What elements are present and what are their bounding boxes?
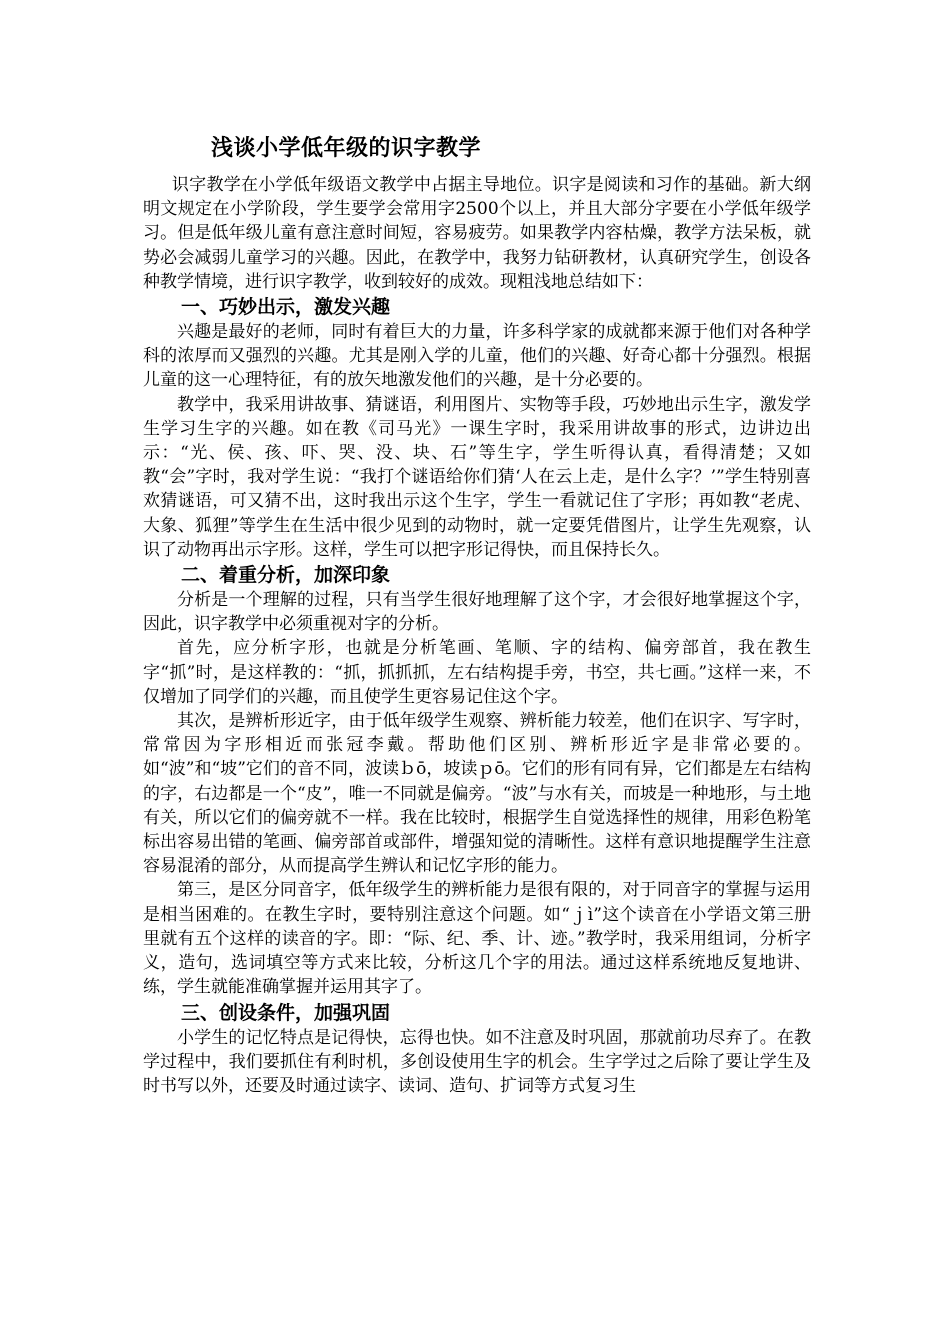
section-2-paragraph-2: 首先，应分析字形，也就是分析笔画、笔顺、字的结构、偏旁部首，我在教生字“抓”时，是这样教的：“抓，抓抓抓，左右结构提手旁，书空，共七画。”这样一来，不仅增加了同学们的兴趣，而且使学生更容易记住这个字。 — [143, 638, 811, 707]
document-title: 浅谈小学低年级的识字教学 — [211, 136, 482, 161]
document-page — [143, 132, 811, 1098]
section-1-paragraph-1: 兴趣是最好的老师，同时有着巨大的力量，许多科学家的成就都来源于他们对各种学科的浓厚而又强烈的兴趣。尤其是刚入学的儿童，他们的兴趣、好奇心都十分强烈。根据儿童的这一心理特征，有的放矢地激发他们的兴趣，是十分必要的。 — [143, 322, 811, 391]
section-heading-2: 二、着重分析，加深印象 — [181, 564, 391, 587]
section-2-paragraph-3: 其次，是辨析形近字，由于低年级学生观察、辨析能力较差，他们在识字、写字时，常常因为字形相近而张冠李戴。帮助他们区别、辨析形近字是非常必要的。如“波”和“坡”它们的音不同，波读ｂō，坡读ｐō。它们的形有同有异，它们都是左右结构的字，右边都是一个“皮”，唯一不同就是偏旁。“波”与水有关，而坡是一种地形，与土地有关，所以它们的偏旁就不一样。我在比较时，根据学生自觉选择性的规律，用彩色粉笔标出容易出错的笔画、偏旁部首或部件，增强知觉的清晰性。这样有意识地提醒学生注意容易混淆的部分，从而提高学生辨认和记忆字形的能力。 — [143, 711, 811, 877]
section-1-paragraph-2: 教学中，我采用讲故事、猜谜语，利用图片、实物等手段，巧妙地出示生字，激发学生学习生字的兴趣。如在教《司马光》一课生字时，我采用讲故事的形式，边讲边出示：“光、侯、孩、吓、哭、没、块、石”等生字，学生听得认真，看得清楚；又如教“会”字时，我对学生说：“我打个谜语给你们猜‘人在云上走，是什么字？’”学生特别喜欢猜谜语，可又猜不出，这时我出示这个生字，学生一看就记住了字形；再如教“老虎、大象、狐狸”等学生在生活中很少见到的动物时，就一定要凭借图片，让学生先观察，认识了动物再出示字形。这样，学生可以把字形记得快，而且保持长久。 — [143, 394, 811, 560]
section-2-paragraph-4: 第三，是区分同音字，低年级学生的辨析能力是很有限的，对于同音字的掌握与运用是相当困难的。在教生字时，要特别注意这个问题。如“ｊì”这个读音在小学语文第三册里就有五个这样的读音的字。即：“际、纪、季、计、迹。”教学时，我采用组词，分析字义，造句，选词填空等方式来比较，分析这几个字的用法。通过这样系统地反复地讲、练，学生就能准确掌握并运用其字了。 — [143, 880, 811, 998]
intro-paragraph: 识字教学在小学低年级语文教学中占据主导地位。识字是阅读和习作的基础。新大纲明文规定在小学阶段，学生要学会常用字2500个以上，并且大部分字要在小学低年级学习。但是低年级儿童有意注意时间短，容易疲劳。如果教学内容枯燥，教学方法呆板，就势必会减弱儿童学习的兴趣。因此，在教学中，我努力钻研教材，认真研究学生，创设各种教学情境，进行识字教学，收到较好的成效。现粗浅地总结如下： — [143, 175, 811, 292]
section-2-paragraph-1: 分析是一个理解的过程，只有当学生很好地理解了这个字，才会很好地掌握这个字，因此，识字教学中必须重视对字的分析。 — [143, 590, 811, 635]
section-heading-1: 一、巧妙出示，激发兴趣 — [181, 296, 391, 319]
section-heading-3: 三、创设条件，加强巩固 — [181, 1001, 391, 1024]
section-3-paragraph-1: 小学生的记忆特点是记得快，忘得也快。如不注意及时巩固，那就前功尽弃了。在教学过程中，我们要抓住有利时机，多创设使用生字的机会。生字学过之后除了要让学生及时书写以外，还要及时通过读字、读词、造句、扩词等方式复习生 — [143, 1027, 811, 1096]
